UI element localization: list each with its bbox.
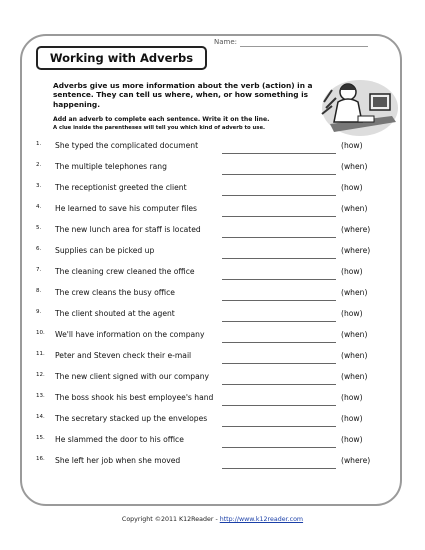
list-item — [0, 246, 425, 260]
item-hint: (how) — [341, 393, 363, 402]
item-hint: (when) — [341, 372, 368, 381]
item-sentence: The multiple telephones rang — [55, 162, 167, 171]
item-sentence: The receptionist greeted the client — [55, 183, 187, 192]
list-item — [0, 162, 425, 176]
item-hint: (how) — [341, 414, 363, 423]
item-hint: (how) — [341, 141, 363, 150]
answer-line[interactable] — [222, 237, 336, 238]
list-item — [0, 141, 425, 155]
item-sentence: He slammed the door to his office — [55, 435, 184, 444]
item-hint: (how) — [341, 435, 363, 444]
item-number: 6. — [36, 246, 42, 252]
list-item — [0, 267, 425, 281]
answer-line[interactable] — [222, 384, 336, 385]
item-number: 10. — [36, 330, 45, 336]
answer-line[interactable] — [222, 321, 336, 322]
item-sentence: The crew cleans the busy office — [55, 288, 175, 297]
item-hint: (when) — [341, 162, 368, 171]
answer-line[interactable] — [222, 258, 336, 259]
item-sentence: Peter and Steven check their e-mail — [55, 351, 192, 360]
item-number: 12. — [36, 372, 45, 378]
answer-line[interactable] — [222, 468, 336, 469]
item-hint: (when) — [341, 330, 368, 339]
list-item — [0, 372, 425, 386]
answer-line[interactable] — [222, 447, 336, 448]
answer-line[interactable] — [222, 363, 336, 364]
list-item — [0, 435, 425, 449]
answer-line[interactable] — [222, 405, 336, 406]
item-hint: (where) — [341, 246, 371, 255]
website-link[interactable]: http://www.k12reader.com — [219, 516, 304, 523]
list-item — [0, 351, 425, 365]
intro-text: Adverbs give us more information about the verb (action) in a sentence. They can tell us where, when, or how something is happening. — [53, 81, 313, 109]
item-hint: (how) — [341, 309, 363, 318]
list-item — [0, 393, 425, 407]
list-item — [0, 414, 425, 428]
item-sentence: The new lunch area for staff is located — [55, 225, 201, 234]
item-hint: (when) — [341, 204, 368, 213]
list-item — [0, 204, 425, 218]
item-number: 13. — [36, 393, 45, 399]
answer-line[interactable] — [222, 195, 336, 196]
item-sentence: The secretary stacked up the envelopes — [55, 414, 208, 423]
answer-line[interactable] — [222, 426, 336, 427]
item-number: 5. — [36, 225, 42, 231]
answer-line[interactable] — [222, 300, 336, 301]
item-sentence: The cleaning crew cleaned the office — [55, 267, 195, 276]
item-hint: (when) — [341, 288, 368, 297]
item-number: 11. — [36, 351, 45, 357]
item-number: 1. — [36, 141, 42, 147]
item-number: 8. — [36, 288, 42, 294]
list-item — [0, 288, 425, 302]
item-sentence: Supplies can be picked up — [55, 246, 155, 255]
item-sentence: The boss shook his best employee's hand — [55, 393, 214, 402]
list-item — [0, 225, 425, 239]
item-sentence: She typed the complicated document — [55, 141, 199, 150]
item-number: 16. — [36, 456, 45, 462]
instruction-text: Add an adverb to complete each sentence. Write it on the line. — [53, 116, 270, 123]
answer-line[interactable] — [222, 279, 336, 280]
item-sentence: We'll have information on the company — [55, 330, 205, 339]
item-number: 4. — [36, 204, 42, 210]
answer-line[interactable] — [222, 174, 336, 175]
answer-line[interactable] — [222, 342, 336, 343]
item-hint: (where) — [341, 225, 371, 234]
item-sentence: She left her job when she moved — [55, 456, 181, 465]
item-number: 14. — [36, 414, 45, 420]
office-worker-illustration — [318, 72, 400, 142]
copyright-text: Copyright ©2011 K12Reader - — [121, 516, 220, 523]
item-sentence: The client shouted at the agent — [55, 309, 175, 318]
item-sentence: The new client signed with our company — [55, 372, 210, 381]
clue-text: A clue inside the parentheses will tell you which kind of adverb to use. — [53, 125, 266, 131]
item-number: 7. — [36, 267, 42, 273]
item-hint: (when) — [341, 351, 368, 360]
item-number: 2. — [36, 162, 42, 168]
item-sentence: He learned to save his computer files — [55, 204, 198, 213]
copyright-footer — [0, 516, 425, 523]
item-number: 9. — [36, 309, 42, 315]
name-label: Name: — [214, 38, 238, 46]
item-number: 3. — [36, 183, 42, 189]
list-item — [0, 330, 425, 344]
list-item — [0, 183, 425, 197]
answer-line[interactable] — [222, 153, 336, 154]
answer-line[interactable] — [222, 216, 336, 217]
worksheet-title: Working with Adverbs — [36, 46, 207, 70]
list-item — [0, 456, 425, 470]
list-item — [0, 309, 425, 323]
item-number: 15. — [36, 435, 45, 441]
item-hint: (where) — [341, 456, 371, 465]
item-hint: (how) — [341, 267, 363, 276]
item-hint: (how) — [341, 183, 363, 192]
